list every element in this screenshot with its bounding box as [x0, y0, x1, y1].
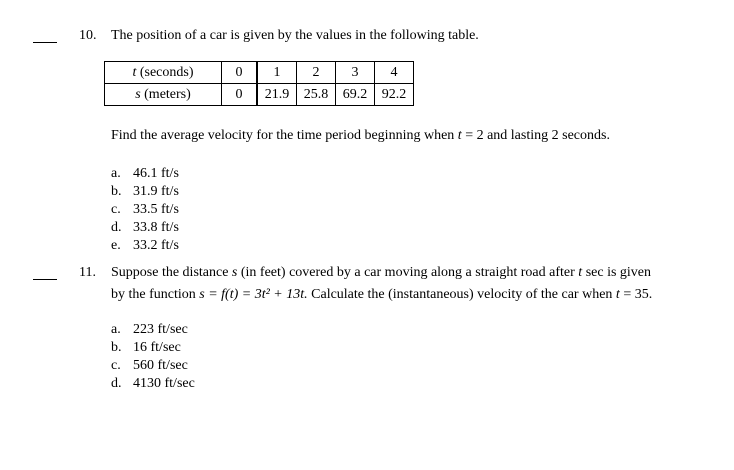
choice-letter: c.	[111, 202, 121, 217]
answer-choice[interactable]	[111, 356, 188, 375]
variable-label: s	[135, 86, 141, 102]
text-span: = 35.	[619, 287, 653, 302]
choice-text: 560 ft/sec	[133, 358, 188, 373]
unit-label: (meters)	[140, 86, 191, 102]
table-cell: 21.9	[257, 84, 297, 106]
question-10-text	[111, 128, 610, 144]
table-cell: 4	[375, 62, 414, 84]
table-cell: 69.2	[336, 84, 375, 106]
choice-text: 16 ft/sec	[133, 340, 181, 355]
question-number-11: 11.	[79, 265, 96, 280]
table-cell: 2	[297, 62, 336, 84]
variable-t: t	[615, 287, 620, 302]
text-span: by the function	[111, 287, 200, 302]
choice-text: 33.8 ft/s	[133, 220, 179, 235]
choice-text: 33.2 ft/s	[133, 238, 179, 253]
variable-t: t	[578, 265, 583, 280]
function-formula: s = f(t) = 3t² + 13t.	[199, 287, 308, 302]
choice-text: 33.5 ft/s	[133, 202, 179, 217]
table-cell: 3	[336, 62, 375, 84]
choice-text: 31.9 ft/s	[133, 184, 179, 199]
choice-text: 223 ft/sec	[133, 322, 188, 337]
answer-choice[interactable]	[111, 164, 179, 183]
question-11-line-2	[111, 287, 652, 303]
choice-letter: d.	[111, 220, 122, 235]
question-11-line-1	[111, 265, 651, 281]
variable-s: s	[231, 265, 238, 280]
text-span: sec is given	[582, 265, 652, 280]
answer-choice[interactable]	[111, 236, 179, 255]
table-cell: 1	[257, 62, 297, 84]
choice-letter: a.	[111, 166, 121, 181]
answer-blank-q10[interactable]	[33, 42, 57, 43]
text-span: Suppose the distance	[111, 265, 232, 280]
position-table	[104, 61, 414, 106]
answer-choice[interactable]	[111, 374, 195, 393]
text-span: Calculate the (instantaneous) velocity of the car when	[307, 287, 616, 302]
table-cell: 0	[222, 84, 258, 106]
question-10-text-pre: Find the average velocity for the time period beginning when	[111, 128, 458, 143]
text-span: (in feet) covered by a car moving along a straight road after	[237, 265, 579, 280]
choice-letter: b.	[111, 340, 122, 355]
choice-letter: b.	[111, 184, 122, 199]
unit-label: (seconds)	[136, 64, 194, 80]
table-row-position	[105, 84, 414, 106]
variable-label: t	[132, 64, 137, 80]
question-10-text-post: = 2 and lasting 2 seconds.	[461, 128, 610, 143]
choice-letter: e.	[111, 238, 121, 253]
answer-choice[interactable]	[111, 182, 179, 201]
question-10-prompt: The position of a car is given by the values in the following table.	[111, 28, 479, 43]
table-cell: 0	[222, 62, 258, 84]
choice-text: 4130 ft/sec	[133, 376, 195, 391]
table-header-time	[105, 62, 222, 84]
variable-t: t	[457, 128, 462, 143]
choice-letter: d.	[111, 376, 122, 391]
answer-choice[interactable]	[111, 338, 181, 357]
choice-text: 46.1 ft/s	[133, 166, 179, 181]
answer-choice[interactable]	[111, 218, 179, 237]
choice-letter: c.	[111, 358, 121, 373]
table-cell: 25.8	[297, 84, 336, 106]
answer-blank-q11[interactable]	[33, 279, 57, 280]
table-cell: 92.2	[375, 84, 414, 106]
answer-choice[interactable]	[111, 200, 179, 219]
table-header-position	[105, 84, 222, 106]
answer-choice[interactable]	[111, 320, 188, 339]
table-row-time	[105, 62, 414, 84]
choice-letter: a.	[111, 322, 121, 337]
question-number-10: 10.	[79, 28, 97, 43]
